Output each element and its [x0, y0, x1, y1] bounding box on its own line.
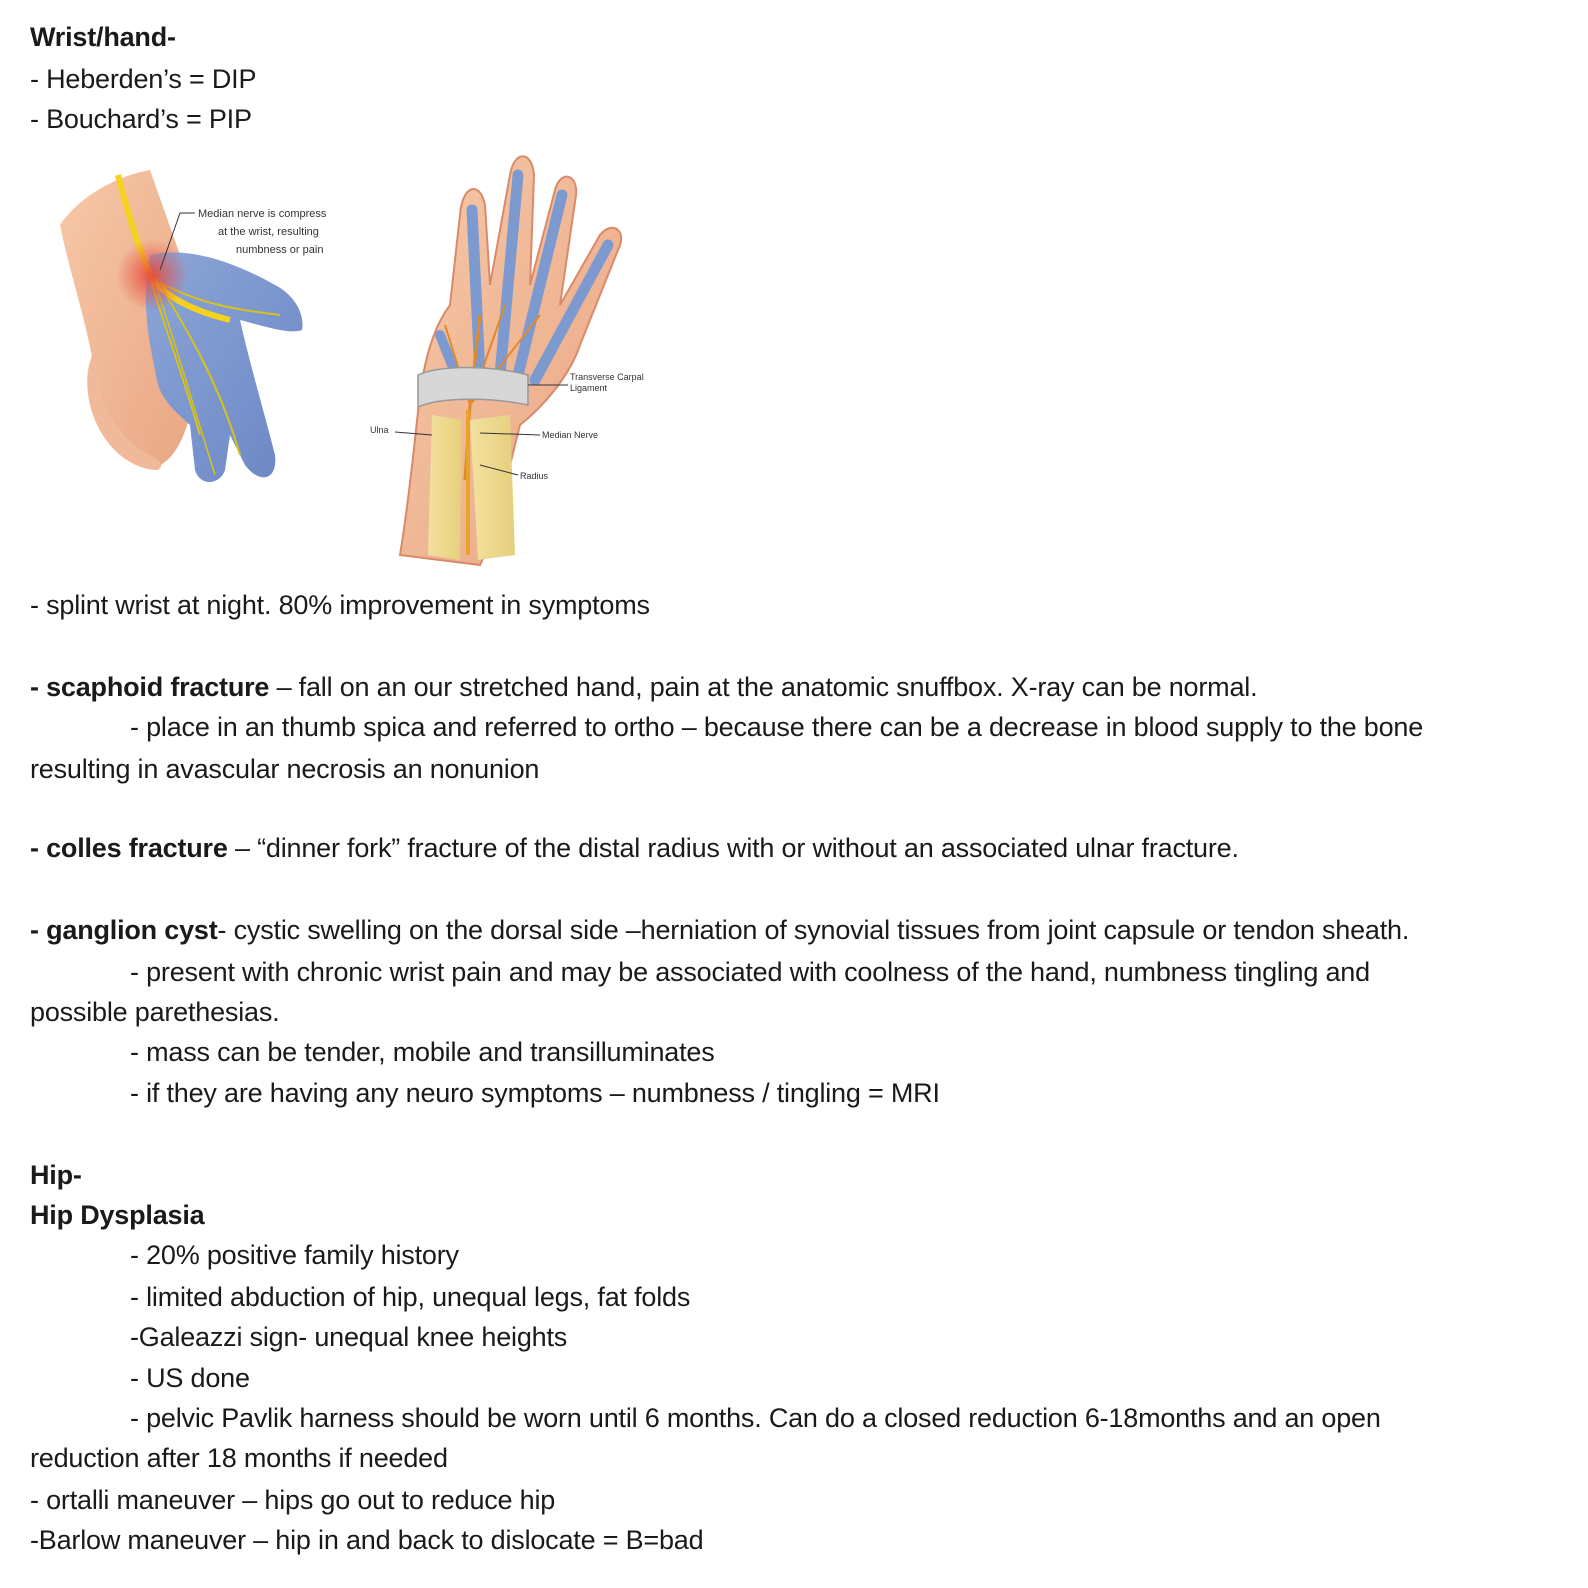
ganglion-line — [30, 913, 1409, 947]
scaphoid-term: - scaphoid fracture — [30, 672, 270, 702]
ganglion-sub-line-3: - if they are having any neuro symptoms – numbness / tingling = MRI — [130, 1078, 940, 1108]
scaphoid-sub-line: - place in an thumb spica and referred to ortho – because there can be a decrease in blood supply to the bone — [130, 712, 1424, 742]
colles-term: - colles fracture — [30, 833, 228, 863]
hip-dysplasia-heading: Hip Dysplasia — [30, 1200, 205, 1230]
scaphoid-desc: – fall on an our stretched hand, pain at the anatomic snuffbox. X-ray can be normal. — [269, 672, 1258, 702]
ganglion-sub-line-1-cont: possible parethesias. — [30, 997, 280, 1027]
splint-line: - splint wrist at night. 80% improvement in symptoms — [30, 590, 650, 620]
barlow-line: -Barlow maneuver – hip in and back to dislocate = B=bad — [30, 1525, 704, 1555]
right-hand-drawing — [370, 156, 644, 565]
hip-heading: Hip- — [30, 1160, 82, 1190]
colles-line — [30, 831, 1239, 865]
ganglion-term: - ganglion cyst — [30, 915, 218, 945]
hip-item-5: - pelvic Pavlik harness should be worn until 6 months. Can do a closed reduction 6-18months and an open — [130, 1403, 1381, 1433]
figure-label-median-1: Median nerve is compress — [198, 208, 327, 220]
hip-item-3: -Galeazzi sign- unequal knee heights — [130, 1322, 568, 1352]
scaphoid-sub-line-cont: resulting in avascular necrosis an nonunion — [30, 754, 540, 784]
bouchard-line: - Bouchard’s = PIP — [30, 104, 252, 134]
ganglion-sub-line-2: - mass can be tender, mobile and transilluminates — [130, 1037, 715, 1067]
hip-item-1: - 20% positive family history — [130, 1240, 459, 1270]
wrist-hand-heading: Wrist/hand- — [30, 22, 176, 52]
figure-label-ulna: Ulna — [370, 425, 389, 435]
hip-item-2: - limited abduction of hip, unequal legs, fat folds — [130, 1282, 691, 1312]
figure-label-radius: Radius — [520, 471, 549, 481]
figure-label-median-3: numbness or pain — [236, 244, 324, 256]
ganglion-desc: - cystic swelling on the dorsal side –herniation of synovial tissues from joint capsule or tendon sheath. — [217, 915, 1410, 945]
carpal-tunnel-illustration — [40, 135, 680, 580]
figure-label-median-nerve: Median Nerve — [542, 430, 599, 440]
figure-label-ligament-2: Ligament — [570, 383, 608, 393]
heberden-line: - Heberden’s = DIP — [30, 64, 257, 94]
ortalli-line: - ortalli maneuver – hips go out to reduce hip — [30, 1485, 556, 1515]
carpal-tunnel-svg — [40, 135, 680, 580]
scaphoid-line — [30, 670, 1257, 704]
hip-item-4: - US done — [130, 1363, 250, 1393]
colles-desc: – “dinner fork” fracture of the distal radius with or without an associated ulnar fracture. — [227, 833, 1239, 863]
left-hand-drawing — [60, 170, 327, 482]
figure-label-ligament-1: Transverse Carpal — [570, 372, 644, 382]
figure-label-median-2: at the wrist, resulting — [218, 226, 319, 238]
ganglion-sub-line-1: - present with chronic wrist pain and may be associated with coolness of the hand, numbness tingling and — [130, 957, 1370, 987]
pavlik-line-cont: reduction after 18 months if needed — [30, 1443, 448, 1473]
